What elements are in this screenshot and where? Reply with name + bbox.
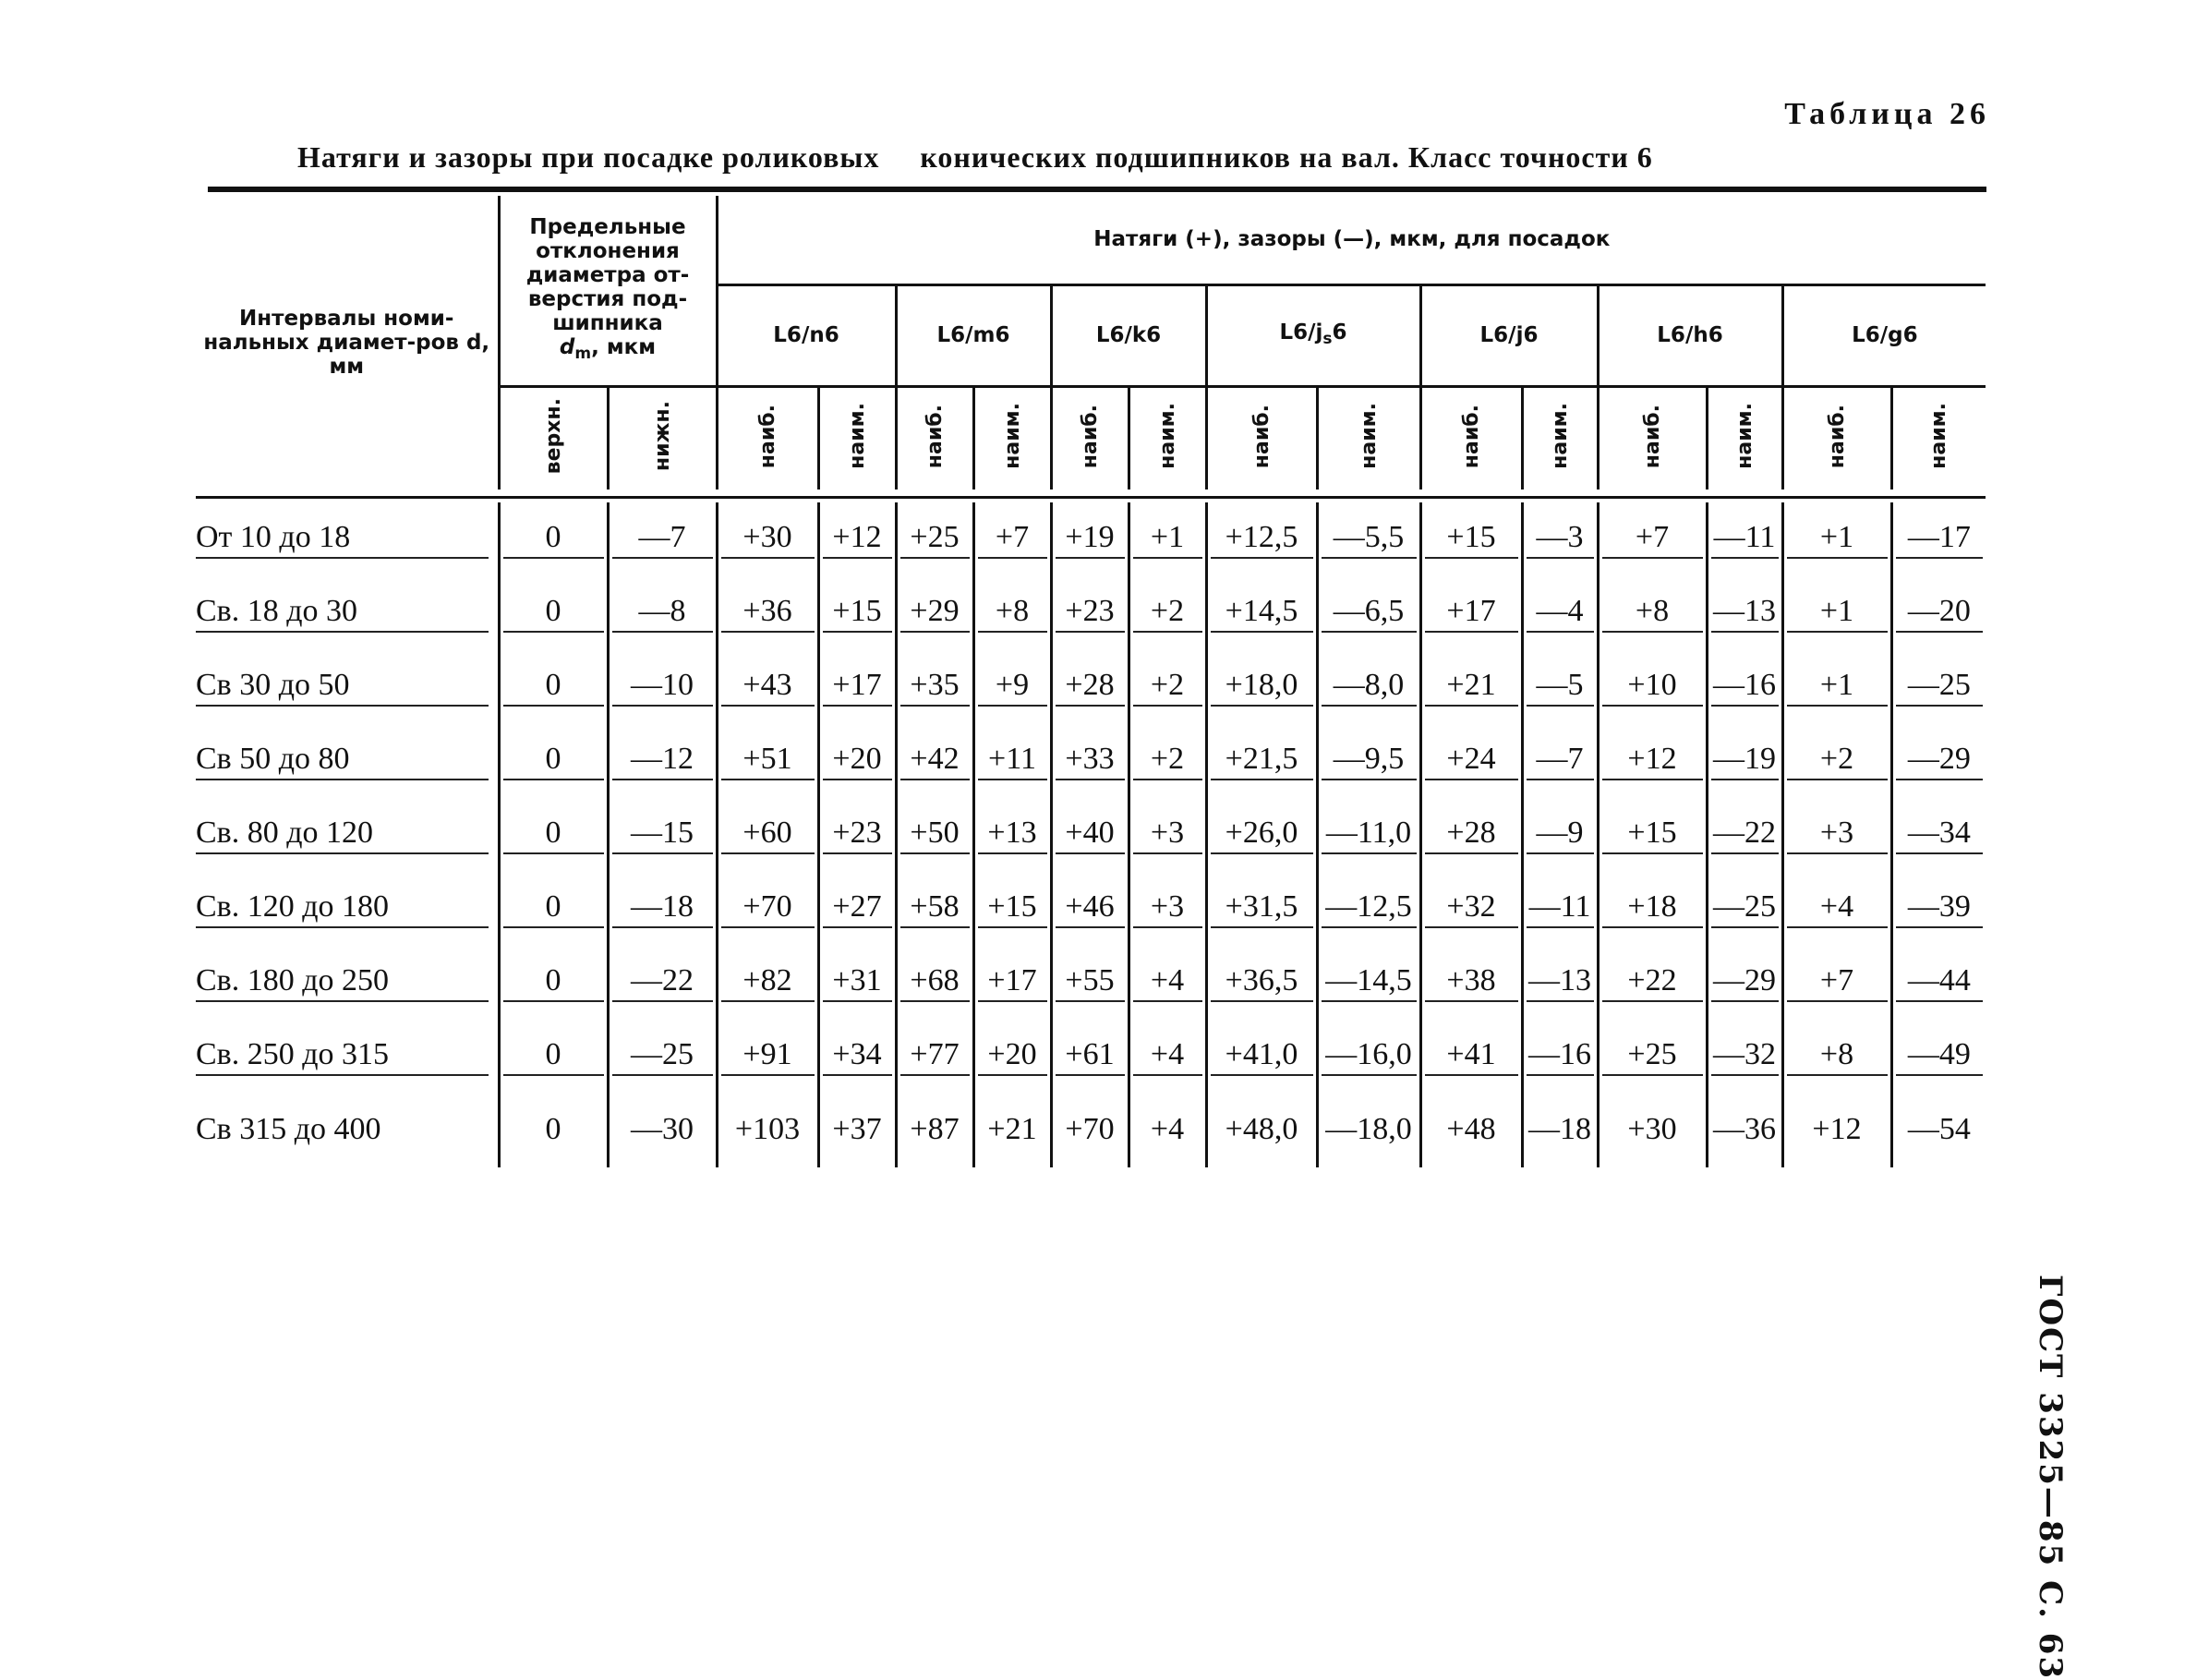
j6-min-header: наим. [1522,386,1598,489]
table-cell: +4 [1782,872,1891,946]
row-interval: Св 50 до 80 [196,724,499,798]
table-title [297,140,1653,175]
table-cell: +41 [1420,1020,1522,1094]
table-cell: —5 [1522,650,1598,724]
table-cell: +8 [1782,1020,1891,1094]
table-cell: —39 [1891,872,1986,946]
table-cell: —34 [1891,798,1986,872]
table-cell: +7 [1782,946,1891,1020]
table-cell: —29 [1707,946,1782,1020]
table-cell: +68 [896,946,973,1020]
table-cell: +11 [973,724,1051,798]
table-cell: +35 [896,650,973,724]
fit-header-h6: L6/h6 [1598,284,1782,386]
table-cell: +4 [1129,946,1206,1020]
table-cell: —12 [608,724,717,798]
table-cell: +50 [896,798,973,872]
table-cell: +43 [717,650,818,724]
table-cell: +14,5 [1206,576,1317,650]
upper-deviation-header: верхн. [499,386,608,489]
table-cell: +36,5 [1206,946,1317,1020]
table-row [196,798,1986,872]
gost-page-reference: ГОСТ 3325—85 С. 63 [2032,1275,2069,1680]
table-cell: +33 [1051,724,1129,798]
table-cell: —17 [1891,502,1986,576]
row-interval: Св. 120 до 180 [196,872,499,946]
table-cell: —18 [608,872,717,946]
table-cell: —7 [1522,724,1598,798]
table-cell: —14,5 [1317,946,1420,1020]
table-cell: 0 [499,724,608,798]
table-cell: +8 [1598,576,1707,650]
table-cell: —10 [608,650,717,724]
table-cell: —8 [608,576,717,650]
table-cell: +27 [818,872,896,946]
table-cell: +7 [973,502,1051,576]
js6-min-header: наим. [1317,386,1420,489]
table-cell: +82 [717,946,818,1020]
js6-max-header: наиб. [1206,386,1317,489]
k6-max-header: наиб. [1051,386,1129,489]
n6-min-header: наим. [818,386,896,489]
table-row [196,1094,1986,1167]
row-interval: От 10 до 18 [196,502,499,576]
table-cell: —8,0 [1317,650,1420,724]
table-cell: —25 [1891,650,1986,724]
table-cell: —49 [1891,1020,1986,1094]
table-cell: —29 [1891,724,1986,798]
table-cell: —54 [1891,1094,1986,1167]
table-cell: +10 [1598,650,1707,724]
table-cell: +25 [1598,1020,1707,1094]
header-rule [196,496,1986,499]
table-cell: —18 [1522,1094,1598,1167]
table-cell: +17 [818,650,896,724]
title-part-2: конических подшипников на вал. Класс точности 6 [920,140,1653,174]
row-interval: Св 315 до 400 [196,1112,381,1146]
table-cell: 0 [499,946,608,1020]
table-cell: +38 [1420,946,1522,1020]
table-cell: +12 [1782,1094,1891,1167]
fit-header-k6: L6/k6 [1051,284,1206,386]
title-part-1: Натяги и зазоры при посадке роликовых [297,140,880,174]
table-cell: —25 [608,1020,717,1094]
table-cell: +37 [818,1094,896,1167]
table-cell: —16,0 [1317,1020,1420,1094]
table-cell: 0 [499,798,608,872]
table-cell: +87 [896,1094,973,1167]
fits-table [196,196,1986,1167]
table-cell: +40 [1051,798,1129,872]
table-row [196,576,1986,650]
row-interval: Св. 250 до 315 [196,1020,499,1094]
table-cell: 0 [499,872,608,946]
table-cell: +30 [1598,1094,1707,1167]
table-cell: 0 [499,1020,608,1094]
row-interval: Св. 180 до 250 [196,946,499,1020]
table-row [196,502,1986,576]
table-cell: +29 [896,576,973,650]
table-cell: +36 [717,576,818,650]
table-cell: +1 [1129,502,1206,576]
table-cell: —22 [1707,798,1782,872]
table-cell: —36 [1707,1094,1782,1167]
table-cell: +23 [1051,576,1129,650]
table-cell: +2 [1782,724,1891,798]
table-cell: +3 [1129,872,1206,946]
table-cell: —16 [1707,650,1782,724]
table-row [196,650,1986,724]
table-cell: —9 [1522,798,1598,872]
table-cell: +7 [1598,502,1707,576]
table-row [196,872,1986,946]
table-cell: +32 [1420,872,1522,946]
row-interval: Св. 80 до 120 [196,798,499,872]
table-cell: +17 [1420,576,1522,650]
table-cell: —4 [1522,576,1598,650]
m6-max-header: наиб. [896,386,973,489]
table-cell: —25 [1707,872,1782,946]
g6-min-header: наим. [1891,386,1986,489]
table-cell: +9 [973,650,1051,724]
table-cell: +26,0 [1206,798,1317,872]
table-cell: +3 [1782,798,1891,872]
table-cell: +12,5 [1206,502,1317,576]
table-cell: +13 [973,798,1051,872]
n6-max-header: наиб. [717,386,818,489]
table-cell: +20 [818,724,896,798]
h6-min-header: наим. [1707,386,1782,489]
table-cell: +21 [1420,650,1522,724]
table-cell: +2 [1129,576,1206,650]
table-cell: +55 [1051,946,1129,1020]
table-cell: —11 [1707,502,1782,576]
table-cell: —13 [1707,576,1782,650]
table-cell: +20 [973,1020,1051,1094]
j6-max-header: наиб. [1420,386,1522,489]
table-cell: —11,0 [1317,798,1420,872]
table-cell: +46 [1051,872,1129,946]
table-cell: —13 [1522,946,1598,1020]
table-cell: —12,5 [1317,872,1420,946]
row-interval: Св 30 до 50 [196,650,499,724]
m6-min-header: наим. [973,386,1051,489]
table-cell: +28 [1420,798,1522,872]
table-number: Таблица 26 [1784,97,1990,131]
table-cell: +22 [1598,946,1707,1020]
table-cell: +3 [1129,798,1206,872]
table-cell: +23 [818,798,896,872]
table-row [196,1020,1986,1094]
row-interval: Св. 18 до 30 [196,576,499,650]
table-cell: —9,5 [1317,724,1420,798]
table-cell: +77 [896,1020,973,1094]
table-cell: +28 [1051,650,1129,724]
table-cell: +15 [818,576,896,650]
table-cell: +12 [818,502,896,576]
table-cell: +31,5 [1206,872,1317,946]
table-cell: —3 [1522,502,1598,576]
fit-header-js6: $L6/j_s6$ [1206,284,1420,386]
table-cell: +1 [1782,502,1891,576]
table-cell: —6,5 [1317,576,1420,650]
fit-header-n6: L6/n6 [717,284,896,386]
table-cell: +34 [818,1020,896,1094]
table-cell: +25 [896,502,973,576]
table-cell: +48,0 [1206,1094,1317,1167]
table-cell: +61 [1051,1020,1129,1094]
table-cell: +24 [1420,724,1522,798]
table-cell: +70 [717,872,818,946]
table-cell: —19 [1707,724,1782,798]
table-cell: —16 [1522,1020,1598,1094]
table-cell: +42 [896,724,973,798]
g6-max-header: наиб. [1782,386,1891,489]
table-cell: —20 [1891,576,1986,650]
table-cell: +15 [1420,502,1522,576]
table-cell: +31 [818,946,896,1020]
table-cell: —15 [608,798,717,872]
k6-min-header: наим. [1129,386,1206,489]
table-cell: +1 [1782,576,1891,650]
table-cell: +30 [717,502,818,576]
table-cell: 0 [499,1094,608,1167]
table-cell: +2 [1129,724,1206,798]
fit-header-m6: L6/m6 [896,284,1051,386]
table-cell: +18 [1598,872,1707,946]
table-cell: +58 [896,872,973,946]
interval-header: Интервалы номи-нальных диамет-ров d, мм [203,307,490,379]
table-cell: 0 [499,576,608,650]
table-cell: —18,0 [1317,1094,1420,1167]
table-cell: —5,5 [1317,502,1420,576]
table-cell: —7 [608,502,717,576]
table-cell: 0 [499,650,608,724]
table-cell: +2 [1129,650,1206,724]
table-cell: +103 [717,1094,818,1167]
table-cell: +17 [973,946,1051,1020]
table-cell: +15 [973,872,1051,946]
table-cell: +21,5 [1206,724,1317,798]
table-cell: —30 [608,1094,717,1167]
table-cell: +15 [1598,798,1707,872]
h6-max-header: наиб. [1598,386,1707,489]
lower-deviation-header: нижн. [608,386,717,489]
table-cell: +1 [1782,650,1891,724]
fit-header-g6: L6/g6 [1782,284,1986,386]
table-cell: 0 [499,502,608,576]
table-cell: +8 [973,576,1051,650]
table-cell: +18,0 [1206,650,1317,724]
fit-header-j6: L6/j6 [1420,284,1598,386]
table-cell: +41,0 [1206,1020,1317,1094]
table-body [196,502,1986,1167]
table-cell: +60 [717,798,818,872]
table-cell: +19 [1051,502,1129,576]
table-cell: +21 [973,1094,1051,1167]
table-cell: +4 [1129,1094,1206,1167]
table-cell: +51 [717,724,818,798]
table-cell: +70 [1051,1094,1129,1167]
table-cell: —44 [1891,946,1986,1020]
table-cell: +48 [1420,1094,1522,1167]
table-cell: —11 [1522,872,1598,946]
fits-header: Натяги (+), зазоры (—), мкм, для посадок [717,196,1986,284]
table-cell: —22 [608,946,717,1020]
table-row [196,946,1986,1020]
table-cell: +4 [1129,1020,1206,1094]
table-cell: —32 [1707,1020,1782,1094]
deviation-header: Предельные отклонения диаметра от-верстия под-шипника $d_m$, мкм [499,196,717,386]
top-rule [208,187,1986,192]
table-row [196,724,1986,798]
table-cell: +12 [1598,724,1707,798]
table-cell: +91 [717,1020,818,1094]
